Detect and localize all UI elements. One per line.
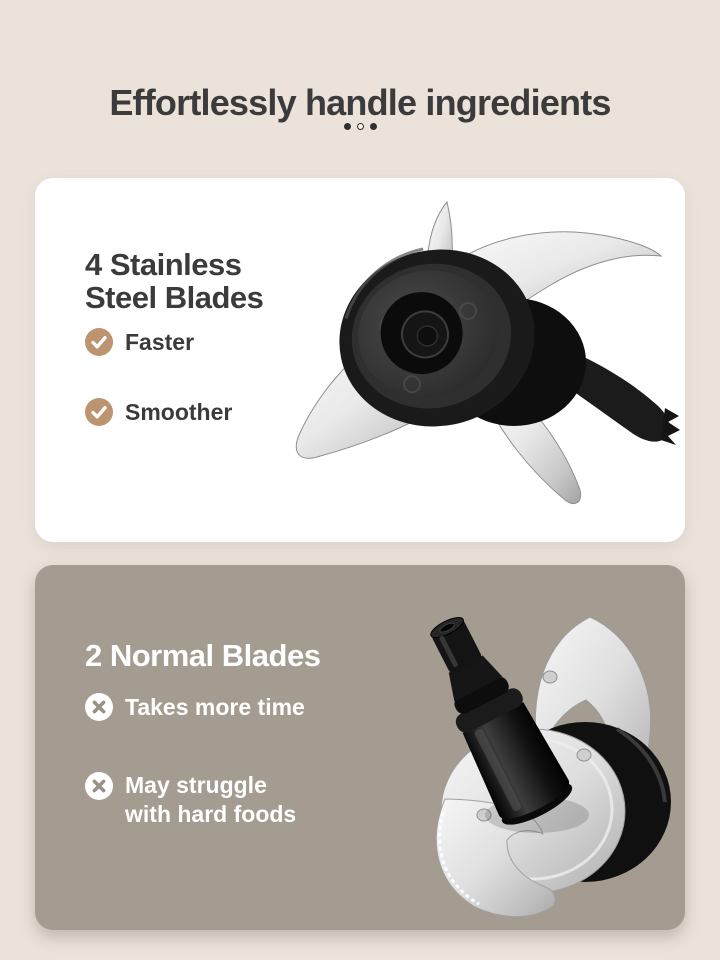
cons-card-title: 2 Normal Blades (85, 637, 321, 673)
carousel-dots (0, 123, 720, 130)
check-icon (85, 328, 113, 356)
carousel-dot-1[interactable] (344, 123, 351, 130)
pros-card-title-line2: Steel Blades (85, 279, 264, 315)
pros-feature-faster (85, 328, 194, 356)
carousel-dot-2[interactable] (357, 123, 364, 130)
check-icon (85, 398, 113, 426)
normal-blade-illustration (387, 597, 687, 922)
cons-feature-time (85, 693, 305, 721)
pros-feature-label: Smoother (125, 398, 233, 425)
carousel-dot-3[interactable] (370, 123, 377, 130)
pros-card-title (85, 248, 263, 314)
stainless-blade-illustration (277, 190, 689, 520)
cons-feature-label: Takes more time (125, 693, 305, 720)
pros-feature-label: Faster (125, 328, 195, 355)
x-icon (85, 772, 113, 800)
pros-card-title-line1: 4 Stainless (85, 246, 242, 282)
cons-feature-label: May struggle with hard foods (125, 772, 297, 827)
page-title: Effortlessly handle ingredients (109, 82, 611, 124)
x-icon (85, 693, 113, 721)
pros-feature-smoother (85, 398, 232, 426)
pros-card (35, 178, 685, 542)
cons-card (35, 565, 685, 930)
cons-feature-hard-foods (85, 771, 315, 829)
stainless-blade-image (277, 190, 689, 520)
normal-blade-image (387, 597, 687, 922)
